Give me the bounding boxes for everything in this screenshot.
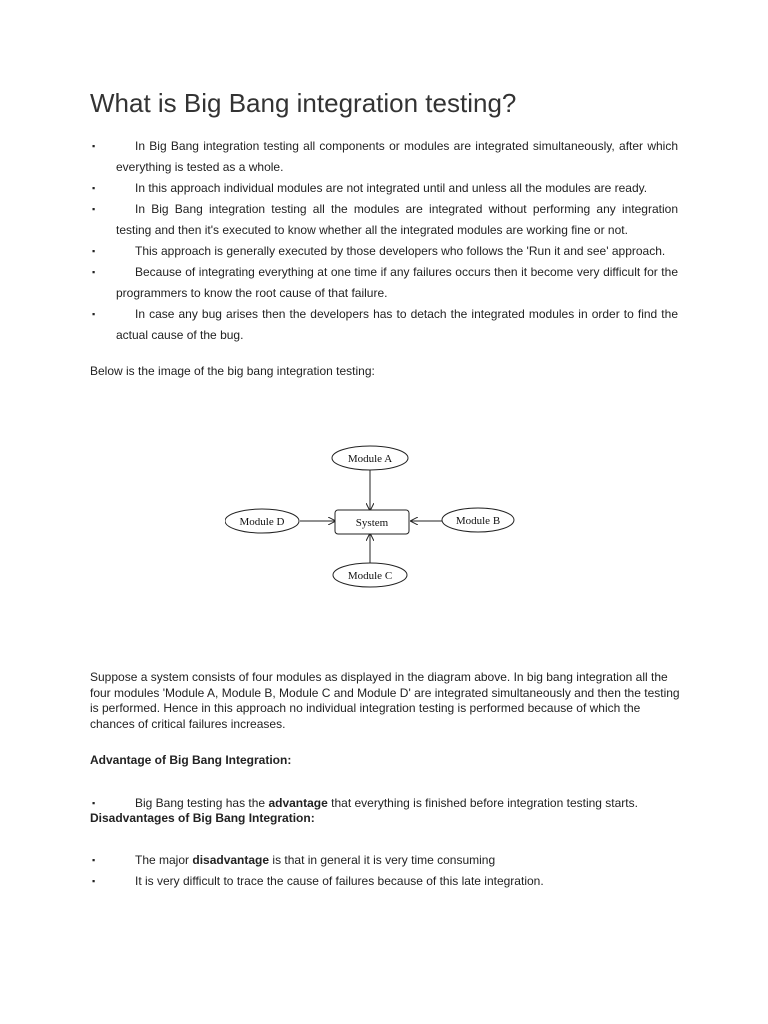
bullet-marker: ▪ <box>92 246 96 256</box>
list-item <box>90 871 690 892</box>
diagram-intro: Below is the image of the big bang integration testing: <box>90 364 375 378</box>
list-item <box>90 199 678 241</box>
list-item-text: In this approach individual modules are not integrated until and unless all the modules are ready. <box>135 181 648 195</box>
system-label: System <box>355 517 389 529</box>
advantage-text-post: that everything is finished before integration testing starts. <box>327 796 638 810</box>
list-item-text: Because of integrating everything at one time if any failures occurs then it become very difficult for the programmers to know the root cause of that failure. <box>116 265 678 300</box>
list-item <box>90 178 678 199</box>
bullet-list <box>90 136 678 346</box>
bullet-marker: ▪ <box>92 183 96 193</box>
bullet-marker: ▪ <box>92 876 96 886</box>
explanation-paragraph: Suppose a system consists of four modules as displayed in the diagram above. In big bang integration all the four modules 'Module A, Module B, Module C and Module D' are integrated simultaneously and then the testing is performed. Hence in this approach no individual integration testing is performed because of which the chances of critical failures increases. <box>90 670 680 731</box>
bullet-marker: ▪ <box>92 267 96 277</box>
module-b-label: Module B <box>455 515 501 527</box>
list-item <box>90 136 678 178</box>
list-item-text: In Big Bang integration testing all components or modules are integrated simultaneously, after which everything is tested as a whole. <box>116 139 678 174</box>
bullet-marker: ▪ <box>92 141 96 151</box>
disadvantage-text-bold: disadvantage <box>192 853 270 867</box>
disadvantage-text-post: is that in general it is very time consuming <box>269 853 496 867</box>
list-item-text: In Big Bang integration testing all the modules are integrated without performing any integration testing and then it's executed to know whether all the integrated modules are working fine or not. <box>116 202 678 237</box>
disadvantage-text: It is very difficult to trace the cause of failures because of this late integration. <box>135 874 544 888</box>
list-item-text: In case any bug arises then the developers has to detach the integrated modules in order to find the actual cause of the bug. <box>116 307 678 342</box>
bullet-marker: ▪ <box>92 855 96 865</box>
list-item <box>90 262 678 304</box>
module-d-label: Module D <box>239 516 285 528</box>
list-item <box>90 304 678 346</box>
list-item <box>90 850 690 871</box>
bullet-marker: ▪ <box>92 798 96 808</box>
advantage-text-pre: Big Bang testing has the <box>135 796 269 810</box>
disadvantages-list <box>90 850 690 892</box>
page-title: What is Big Bang integration testing? <box>90 88 517 118</box>
list-item <box>90 241 678 262</box>
disadvantage-text-pre: The major <box>135 853 193 867</box>
bullet-marker: ▪ <box>92 309 96 319</box>
advantage-heading: Advantage of Big Bang Integration: <box>90 753 292 767</box>
integration-diagram <box>225 438 525 598</box>
module-c-label: Module C <box>347 570 393 582</box>
advantage-text-bold: advantage <box>268 796 328 810</box>
bullet-marker: ▪ <box>92 204 96 214</box>
module-a-label: Module A <box>347 453 393 465</box>
list-item-text: This approach is generally executed by those developers who follows the 'Run it and see' approach. <box>135 244 666 258</box>
disadvantages-heading: Disadvantages of Big Bang Integration: <box>90 811 315 825</box>
